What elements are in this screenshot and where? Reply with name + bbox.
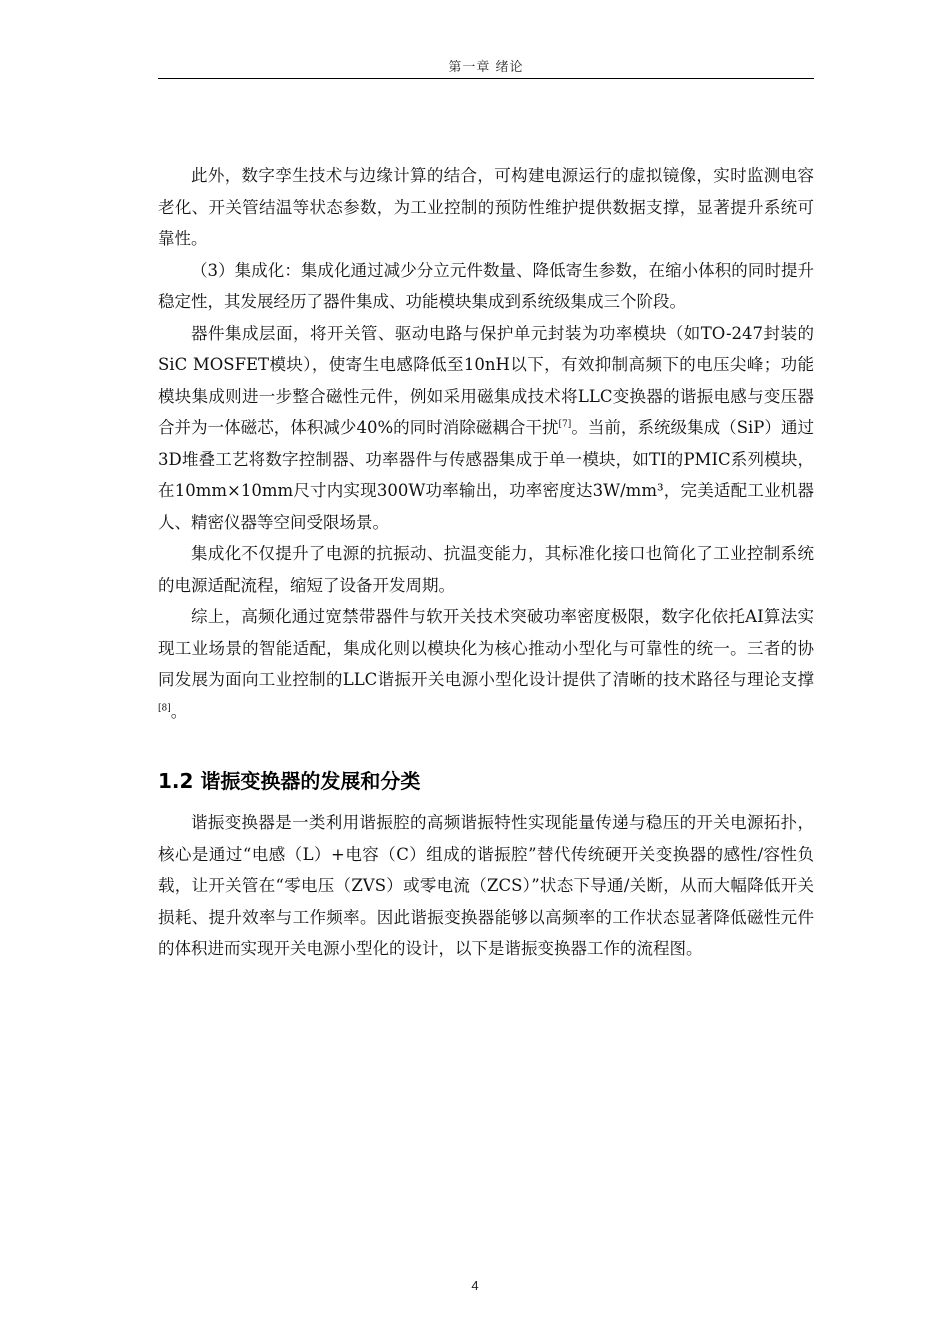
paragraph-resonant-converter: 谐振变换器是一类利用谐振腔的高频谐振特性实现能量传递与稳压的开关电源拓扑，核心是通过“电感（L）+电容（C）组成的谐振腔”替代传统硬开关变换器的感性/容性负载，让开关管在“零电压（ZVS）或零电流（ZCS）”状态下导通/关断，从而大幅降低开关损耗、提升效率与工作频率。因此谐振变换器能够以高频率的工作状态显著降低磁性元件的体积进而实现开关电源小型化的设计，以下是谐振变换器工作的流程图。	[158, 813, 814, 958]
paragraph-integration-benefits: 集成化不仅提升了电源的抗振动、抗温变能力，其标准化接口也简化了工业控制系统的电源适配流程，缩短了设备开发周期。	[158, 544, 814, 595]
paragraph-device-integration	[158, 318, 814, 539]
paragraph-summary-text-a: 综上，高频化通过宽禁带器件与软开关技术突破功率密度极限，数字化依托AI算法实现工业场景的智能适配，集成化则以模块化为核心推动小型化与可靠性的统一。三者的协同发展为面向工业控制的LLC谐振开关电源小型化设计提供了清晰的技术路径与理论支撑	[158, 607, 814, 689]
paragraph-integration-intro: （3）集成化：集成化通过减少分立元件数量、降低寄生参数，在缩小体积的同时提升稳定性，其发展经历了器件集成、功能模块集成到系统级集成三个阶段。	[158, 260, 814, 311]
header-rule	[158, 78, 814, 79]
paragraph-digital-twin: 此外，数字孪生技术与边缘计算的结合，可构建电源运行的虚拟镜像，实时监测电容老化、开关管结温等状态参数，为工业控制的预防性维护提供数据支撑，显著提升系统可靠性。	[158, 166, 814, 248]
paragraph-device-integration-text-b: 。当前，系统级集成（SiP）通过3D堆叠工艺将数字控制器、功率器件与传感器集成于单一模块，如TI的PMIC系列模块，在10mm×10mm尺寸内实现300W功率输出，功率密度达3W/mm³，完美适配工业机器人、精密仪器等空间受限场景。	[158, 418, 814, 532]
body-text	[158, 160, 814, 965]
chapter-header: 第一章 绪论	[448, 60, 524, 75]
paragraph-summary-text-b: 。	[170, 701, 188, 721]
citation-7: [7]	[558, 419, 572, 430]
citation-8: [8]	[158, 703, 171, 713]
page-number: 4	[471, 1278, 479, 1293]
section-heading: 1.2 谐振变换器的发展和分类	[158, 769, 421, 793]
paragraph-device-integration-text-a: 器件集成层面，将开关管、驱动电路与保护单元封装为功率模块（如TO-247封装的SiC MOSFET模块），使寄生电感降低至10nH以下，有效抑制高频下的电压尖峰；功能模块集成则进一步整合磁性元件，例如采用磁集成技术将LLC变换器的谐振电感与变压器合并为一体磁芯，体积减少40%的同时消除磁耦合干扰	[158, 323, 814, 437]
paragraph-summary	[158, 601, 814, 727]
